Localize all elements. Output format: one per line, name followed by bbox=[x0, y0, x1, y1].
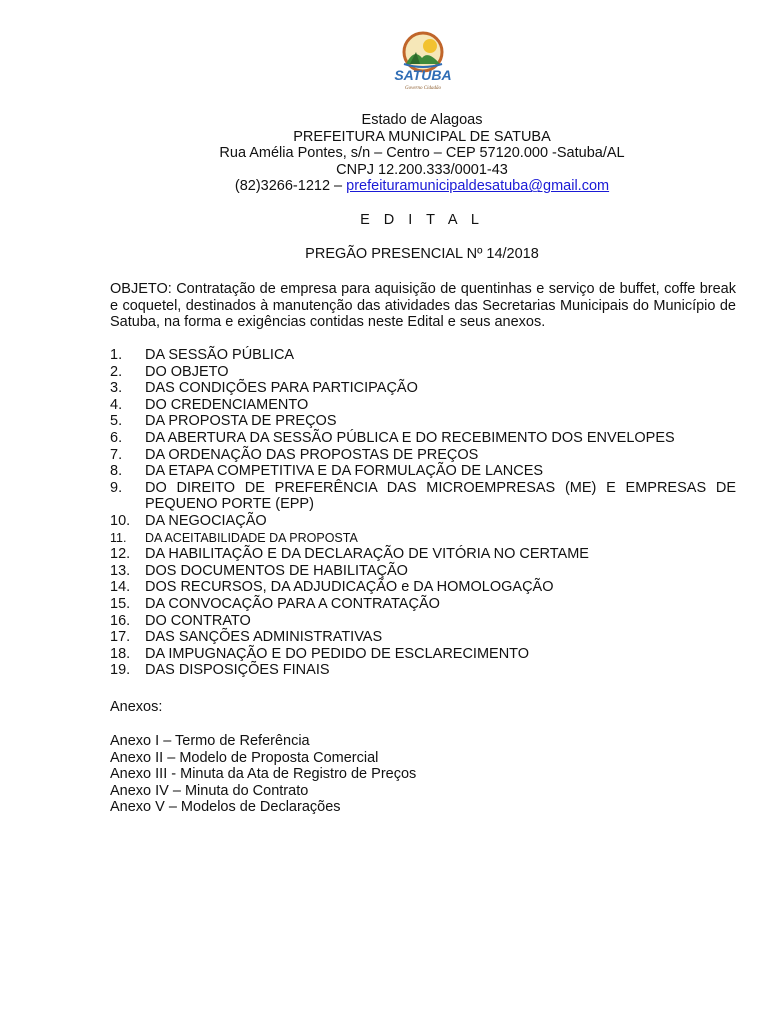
prefecture-name: PREFEITURA MUNICIPAL DE SATUBA bbox=[293, 128, 551, 145]
document-title: E D I T A L bbox=[360, 212, 484, 228]
toc-text: DOS RECURSOS, DA ADJUDICAÇÃO e DA HOMOLOGAÇÃO bbox=[145, 579, 554, 596]
toc-number: 17. bbox=[110, 629, 131, 646]
toc-item bbox=[110, 563, 736, 580]
toc-text: DA PROPOSTA DE PREÇOS bbox=[145, 413, 337, 430]
toc-item bbox=[110, 546, 736, 563]
toc-text: DA ETAPA COMPETITIVA E DA FORMULAÇÃO DE LANCES bbox=[145, 463, 544, 480]
toc-number: 9. bbox=[110, 479, 123, 496]
state-name: Estado de Alagoas bbox=[361, 112, 483, 128]
email-link[interactable]: prefeituramunicipaldesatuba@gmail.com bbox=[346, 178, 610, 195]
table-of-contents bbox=[110, 347, 736, 679]
anexo-item: Anexo V – Modelos de Declarações bbox=[110, 799, 341, 816]
satuba-municipal-logo bbox=[386, 30, 460, 92]
toc-number: 7. bbox=[110, 446, 123, 463]
toc-text: DO CONTRATO bbox=[145, 612, 251, 629]
toc-number: 10. bbox=[110, 512, 131, 529]
toc-number: 11. bbox=[110, 530, 127, 545]
toc-number: 6. bbox=[110, 429, 123, 446]
objeto-paragraph: OBJETO: Contratação de empresa para aquisição de quentinhas e serviço de buffet, coffe break e coquetel, destinados à manutenção das atividades das Secretarias Municipais do Município de Satuba, na forma e exigências contidas neste Edital e seus anexos. bbox=[110, 281, 736, 331]
toc-number: 13. bbox=[110, 562, 131, 579]
toc-text: DOS DOCUMENTOS DE HABILITAÇÃO bbox=[145, 562, 408, 579]
toc-item bbox=[110, 646, 736, 663]
toc-text: DO DIREITO DE PREFERÊNCIA DAS MICROEMPRESAS (ME) E EMPRESAS DE PEQUENO PORTE (EPP) bbox=[145, 479, 736, 513]
toc-text: DAS DISPOSIÇÕES FINAIS bbox=[145, 662, 330, 679]
toc-item bbox=[110, 397, 736, 414]
cnpj: CNPJ 12.200.333/0001-43 bbox=[336, 161, 508, 178]
toc-item bbox=[110, 364, 736, 381]
toc-number: 12. bbox=[110, 546, 131, 563]
toc-number: 5. bbox=[110, 413, 123, 430]
toc-item bbox=[110, 480, 736, 513]
toc-text: DA IMPUGNAÇÃO E DO PEDIDO DE ESCLARECIMENTO bbox=[145, 645, 530, 662]
letterhead bbox=[110, 112, 734, 195]
toc-text: DAS SANÇÕES ADMINISTRATIVAS bbox=[145, 629, 383, 646]
logo-text: SATUBA bbox=[394, 67, 452, 83]
toc-item bbox=[110, 579, 736, 596]
toc-item bbox=[110, 629, 736, 646]
toc-number: 1. bbox=[110, 347, 123, 363]
toc-number: 19. bbox=[110, 662, 131, 679]
toc-item bbox=[110, 530, 736, 547]
phone: (82)3266-1212 – bbox=[234, 178, 347, 195]
toc-text: DA ORDENAÇÃO DAS PROPOSTAS DE PREÇOS bbox=[145, 446, 479, 463]
toc-text: DA ABERTURA DA SESSÃO PÚBLICA E DO RECEBIMENTO DOS ENVELOPES bbox=[145, 429, 675, 446]
toc-item bbox=[110, 430, 736, 447]
toc-number: 18. bbox=[110, 645, 131, 662]
document-subtitle: PREGÃO PRESENCIAL Nº 14/2018 bbox=[305, 246, 539, 262]
toc-number: 4. bbox=[110, 396, 123, 413]
toc-text: DA ACEITABILIDADE DA PROPOSTA bbox=[145, 530, 358, 545]
toc-text: DAS CONDIÇÕES PARA PARTICIPAÇÃO bbox=[145, 380, 418, 397]
toc-text: DA HABILITAÇÃO E DA DECLARAÇÃO DE VITÓRIA NO CERTAME bbox=[145, 546, 589, 563]
logo-subtext: Governo Cidadão bbox=[405, 86, 441, 91]
toc-number: 14. bbox=[110, 579, 131, 596]
toc-text: DO CREDENCIAMENTO bbox=[145, 396, 309, 413]
toc-text: DA SESSÃO PÚBLICA bbox=[145, 347, 295, 363]
contact-line bbox=[110, 178, 734, 195]
toc-item bbox=[110, 447, 736, 464]
anexos-heading: Anexos: bbox=[110, 699, 163, 715]
anexo-item: Anexo III - Minuta da Ata de Registro de Preços bbox=[110, 766, 417, 783]
toc-item bbox=[110, 413, 736, 430]
toc-item bbox=[110, 662, 736, 679]
toc-item bbox=[110, 613, 736, 630]
toc-item bbox=[110, 463, 736, 480]
anexo-item: Anexo II – Modelo de Proposta Comercial bbox=[110, 749, 379, 766]
toc-number: 2. bbox=[110, 363, 123, 380]
toc-number: 16. bbox=[110, 612, 131, 629]
toc-text: DO OBJETO bbox=[145, 363, 229, 380]
address: Rua Amélia Pontes, s/n – Centro – CEP 57120.000 -Satuba/AL bbox=[219, 145, 625, 162]
anexo-item: Anexo IV – Minuta do Contrato bbox=[110, 782, 309, 799]
toc-number: 8. bbox=[110, 463, 123, 480]
anexos-list bbox=[110, 733, 416, 816]
anexo-item: Anexo I – Termo de Referência bbox=[110, 733, 310, 749]
toc-item bbox=[110, 513, 736, 530]
toc-item bbox=[110, 596, 736, 613]
toc-item bbox=[110, 347, 736, 364]
toc-number: 3. bbox=[110, 380, 123, 397]
toc-item bbox=[110, 380, 736, 397]
toc-text: DA NEGOCIAÇÃO bbox=[145, 512, 267, 529]
toc-number: 15. bbox=[110, 595, 131, 612]
toc-text: DA CONVOCAÇÃO PARA A CONTRATAÇÃO bbox=[145, 595, 440, 612]
